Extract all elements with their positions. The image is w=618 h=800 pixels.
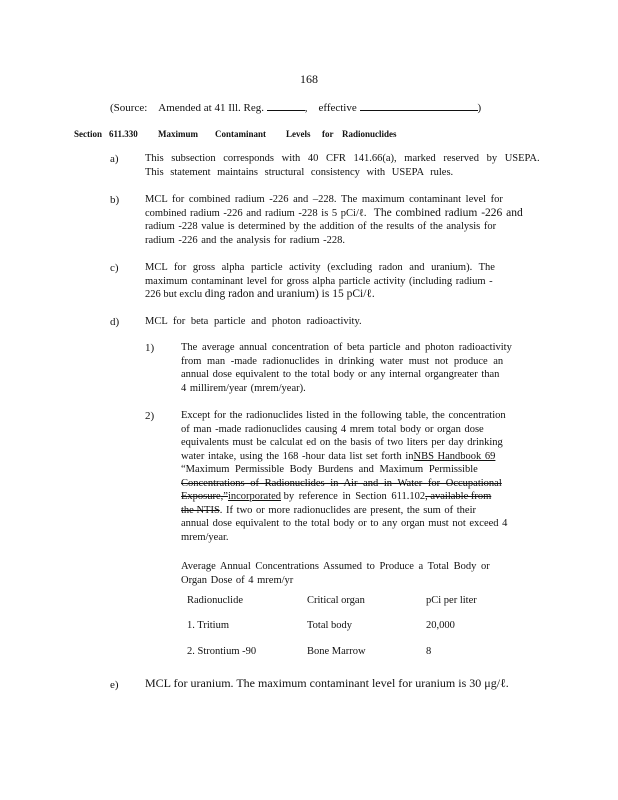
- item-e-text: [145, 677, 509, 691]
- table-cell: Total body: [307, 620, 353, 631]
- text-line: maximum contaminant level for gross alpha particle activity (including radium -: [145, 275, 493, 287]
- item-label-d: d): [110, 316, 120, 328]
- text-line: MCL for combined radium -226 and –228. The maximum contaminant level for: [145, 194, 503, 205]
- source-effective: effective: [318, 102, 357, 114]
- text-line: [145, 207, 537, 221]
- text-line: The average annual concentration of beta particle and photon radioactivity: [181, 342, 512, 353]
- text-segment: water intake, using the 168 -hour data list set forth in: [181, 450, 414, 462]
- section-title-word: Contaminant: [215, 129, 267, 139]
- item-c-text: [145, 261, 537, 302]
- inserted-segment: incorporated: [227, 491, 282, 502]
- struck-segment: , available from: [425, 491, 492, 502]
- page-number: 168: [300, 72, 318, 86]
- handbook-reference: NBS Handbook 69: [413, 450, 496, 462]
- text-segment: . If two or more radionuclides are present, the sum of their: [219, 504, 477, 516]
- table-caption: [181, 560, 490, 587]
- text-line: annual dose equivalent to the total body or any internal organgreater than: [181, 369, 500, 380]
- text-line: This subsection corresponds with 40 CFR 141.66(a), marked reserved by USEPA.: [145, 153, 540, 164]
- section-label: Section: [74, 129, 102, 139]
- text-segment: The combined radium -226 and: [373, 206, 523, 219]
- text-line: Organ Dose of 4 mrem/yr: [181, 574, 294, 586]
- text-line: of man -made radionuclides causing 4 mrem total body or organ dose: [181, 423, 484, 435]
- source-comma: ,: [304, 102, 308, 114]
- subitem-label-1: 1): [145, 342, 155, 354]
- text-line: Average Annual Concentrations Assumed to Produce a Total Body or: [181, 561, 490, 572]
- text-line: annual dose equivalent to the total body or to any organ must not exceed 4: [181, 518, 508, 529]
- radionuclide-table: [187, 595, 507, 665]
- effective-date-blank: [360, 100, 478, 111]
- table-cell: 8: [426, 646, 432, 657]
- table-header: pCi per liter: [426, 595, 477, 606]
- text-line: 4 millirem/year (mrem/year).: [181, 382, 306, 394]
- subitem-label-2: 2): [145, 410, 155, 422]
- text-line: “Maximum Permissible Body Burdens and Maximum Permissible: [181, 464, 478, 475]
- text-line: MCL for beta particle and photon radioactivity.: [145, 316, 362, 327]
- source-note: [110, 100, 481, 114]
- text-segment: 226 but exclu: [145, 289, 203, 300]
- text-line: mrem/year.: [181, 531, 229, 543]
- text-segment: by reference in Section 611.102: [283, 491, 426, 502]
- text-line: [181, 490, 541, 504]
- text-line: radium -228 value is determined by the addition of the results of the analysis for: [145, 221, 497, 232]
- text-line: MCL for uranium. The maximum contaminant level for uranium is 30 μg/ℓ.: [145, 676, 509, 690]
- text-line: equivalents must be calculat ed on the basis of two liters per day drinking: [181, 437, 503, 448]
- struck-segment: the NTIS: [181, 504, 220, 516]
- table-cell: 2. Strontium -90: [187, 646, 257, 657]
- section-title-word: Levels: [286, 129, 311, 139]
- text-segment: combined radium -226 and radium -228 is 5 pCi/ℓ.: [145, 207, 367, 219]
- struck-segment: Exposure: [181, 491, 221, 502]
- item-d-heading: [145, 315, 362, 329]
- source-close: ): [477, 102, 482, 114]
- item-label-a: a): [110, 153, 119, 165]
- struck-segment: ,”: [220, 491, 228, 502]
- section-title-word: for: [322, 129, 334, 139]
- item-a-text: [145, 152, 540, 179]
- table-cell: Bone Marrow: [307, 646, 366, 657]
- section-title-word: Radionuclides: [342, 129, 397, 139]
- subitem-1-text: [181, 341, 533, 395]
- table-header: Radionuclide: [187, 595, 243, 606]
- table-cell: 1. Tritium: [187, 620, 230, 631]
- source-text: Amended at 41 Ill. Reg.: [158, 102, 264, 114]
- table-cell: 20,000: [426, 620, 455, 631]
- source-prefix: (Source:: [110, 102, 148, 114]
- item-label-c: c): [110, 262, 119, 274]
- section-title-word: Maximum: [158, 129, 198, 139]
- item-label-e: e): [110, 679, 119, 691]
- text-line: MCL for gross alpha particle activity (excluding radon and uranium). The: [145, 262, 495, 273]
- text-line-struck: Concentrations of Radionuclides in Air and in Water for Occupational: [181, 477, 502, 489]
- item-b-text: [145, 193, 537, 247]
- text-line: Except for the radionuclides listed in the following table, the concentration: [181, 410, 506, 421]
- text-segment: ding radon and uranium) is 15 pCi/ℓ.: [204, 288, 375, 300]
- register-blank: [267, 100, 305, 111]
- table-header: Critical organ: [307, 595, 365, 606]
- section-number: 611.330: [109, 129, 138, 139]
- item-label-b: b): [110, 194, 120, 206]
- text-line: from man -made radionuclides in drinking water must not produce an: [181, 355, 504, 367]
- subitem-2-text: [181, 409, 541, 544]
- text-line: radium -226 and the analysis for radium -228.: [145, 234, 346, 246]
- text-line: [145, 288, 537, 302]
- text-line: [181, 504, 541, 518]
- text-line: This statement maintains structural consistency with USEPA rules.: [145, 166, 454, 178]
- text-line: [181, 450, 541, 464]
